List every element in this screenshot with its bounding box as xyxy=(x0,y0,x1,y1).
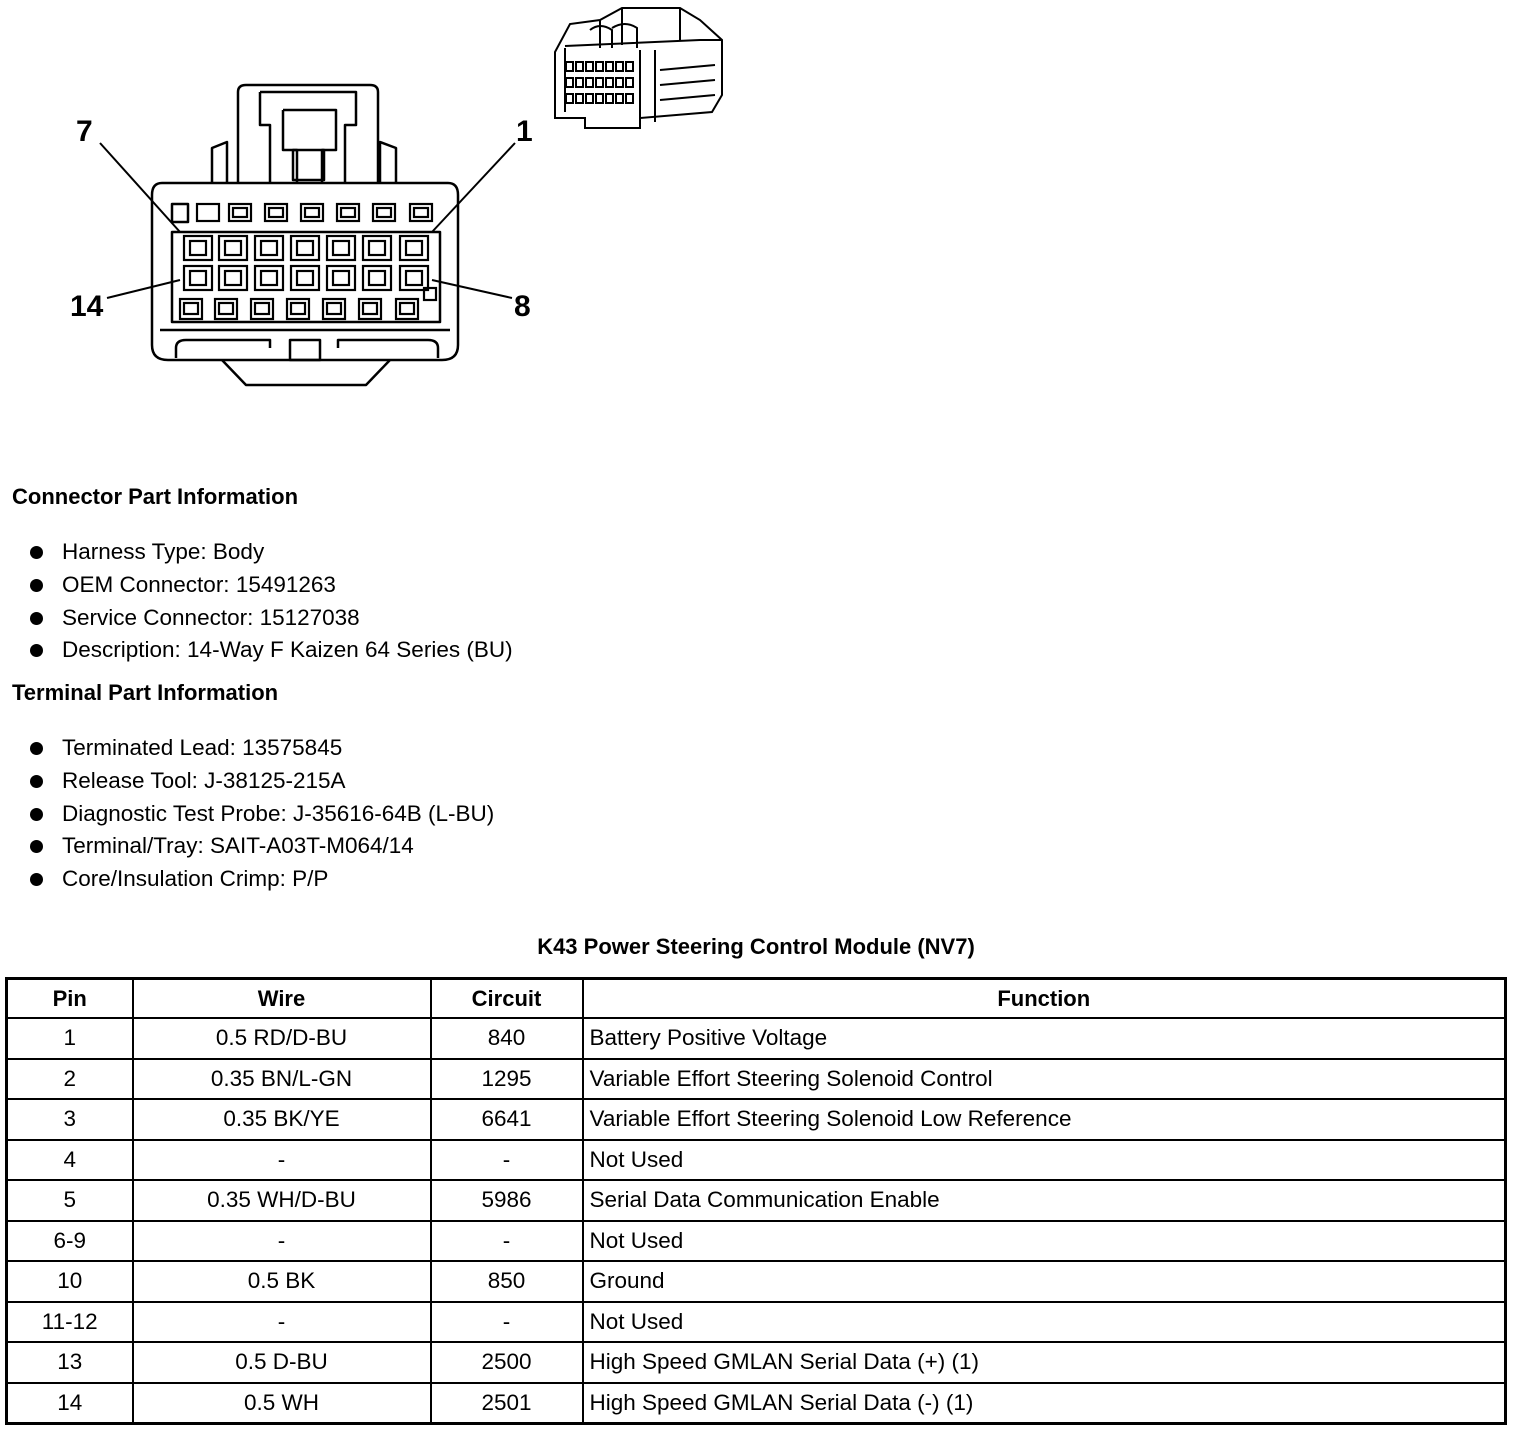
list-item xyxy=(30,634,513,667)
terminal-cavity xyxy=(327,266,355,290)
connector-info-list xyxy=(30,536,513,667)
circuit-cell: 2501 xyxy=(431,1383,583,1424)
terminal-cavity-inner xyxy=(369,241,385,255)
function-cell: Not Used xyxy=(583,1140,1506,1181)
table-row xyxy=(7,1302,1506,1343)
terminal-cavity-inner xyxy=(190,271,206,285)
table-row xyxy=(7,1099,1506,1140)
thumbnail-cavity xyxy=(586,78,593,87)
bullet-icon xyxy=(30,775,43,788)
circuit-cell: 2500 xyxy=(431,1342,583,1383)
terminal-cavity-inner xyxy=(261,241,277,255)
terminal-info-heading: Terminal Part Information xyxy=(12,680,279,705)
wire-cell: - xyxy=(133,1221,431,1262)
thumbnail-cavity xyxy=(596,94,603,103)
bottom-cavity-inner xyxy=(291,303,305,314)
terminal-cavity xyxy=(291,236,319,260)
table-row xyxy=(7,1261,1506,1302)
pin-cell: 5 xyxy=(7,1180,133,1221)
pin-cell: 10 xyxy=(7,1261,133,1302)
wire-cell: 0.35 BN/L-GN xyxy=(133,1059,431,1100)
terminal-cavity xyxy=(219,236,247,260)
thumbnail-cavity xyxy=(596,62,603,71)
pin-cell: 3 xyxy=(7,1099,133,1140)
list-item xyxy=(30,765,494,798)
terminal-cavity-inner xyxy=(369,271,385,285)
thumbnail-cavity xyxy=(616,62,623,71)
connector-diagram xyxy=(0,0,760,420)
list-item-text: Description: 14-Way F Kaizen 64 Series (BU) xyxy=(62,637,513,663)
thumbnail-cavity xyxy=(606,62,613,71)
terminal-cavity-inner xyxy=(225,241,241,255)
list-item xyxy=(30,863,494,896)
wire-column-header: Wire xyxy=(133,979,431,1019)
bottom-cavity-inner xyxy=(219,303,233,314)
bottom-cavity-inner xyxy=(327,303,341,314)
wire-cell: 0.5 RD/D-BU xyxy=(133,1018,431,1059)
wire-cell: 0.5 WH xyxy=(133,1383,431,1424)
circuit-cell: 850 xyxy=(431,1261,583,1302)
table-row xyxy=(7,1180,1506,1221)
circuit-cell: 1295 xyxy=(431,1059,583,1100)
function-cell: Not Used xyxy=(583,1302,1506,1343)
terminal-cavity xyxy=(327,236,355,260)
pin-cell: 1 xyxy=(7,1018,133,1059)
thumbnail-cavity xyxy=(576,62,583,71)
bullet-icon xyxy=(30,644,43,657)
thumbnail-cavity xyxy=(626,62,633,71)
bottom-cavity-inner xyxy=(255,303,269,314)
list-item-text: Diagnostic Test Probe: J-35616-64B (L-BU) xyxy=(62,800,495,826)
top-cavity xyxy=(197,204,219,221)
function-cell: High Speed GMLAN Serial Data (+) (1) xyxy=(583,1342,1506,1383)
wire-cell: 0.35 BK/YE xyxy=(133,1099,431,1140)
list-item-text: OEM Connector: 15491263 xyxy=(62,571,336,597)
table-row xyxy=(7,1383,1506,1424)
pin-table xyxy=(5,977,1507,1425)
terminal-cavity xyxy=(291,266,319,290)
terminal-cavity-inner xyxy=(406,271,422,285)
terminal-info-list xyxy=(30,732,494,896)
wire-cell: 0.5 BK xyxy=(133,1261,431,1302)
list-item xyxy=(30,602,513,635)
pin-column-header: Pin xyxy=(7,979,133,1019)
pin-cell: 14 xyxy=(7,1383,133,1424)
pin-table-header-row xyxy=(7,979,1506,1019)
thumbnail-cavity xyxy=(626,78,633,87)
thumbnail-cavity xyxy=(626,94,633,103)
list-item xyxy=(30,732,494,765)
circuit-cell: 5986 xyxy=(431,1180,583,1221)
table-row xyxy=(7,1342,1506,1383)
thumbnail-cavity xyxy=(616,94,623,103)
top-cavity-inner xyxy=(305,208,319,217)
thumbnail-cavity xyxy=(566,94,573,103)
terminal-cavity-inner xyxy=(406,241,422,255)
connector-3d-thumbnail xyxy=(555,8,722,128)
pin-cell: 13 xyxy=(7,1342,133,1383)
bullet-icon xyxy=(30,579,43,592)
terminal-cavity xyxy=(400,236,428,260)
thumbnail-cavity xyxy=(606,94,613,103)
terminal-cavity-inner xyxy=(225,271,241,285)
list-item-text: Core/Insulation Crimp: P/P xyxy=(62,866,329,892)
bullet-icon xyxy=(30,873,43,886)
thumbnail-cavity xyxy=(576,78,583,87)
table-row xyxy=(7,1018,1506,1059)
bottom-cavity-inner xyxy=(363,303,377,314)
terminal-cavity-inner xyxy=(261,271,277,285)
terminal-cavity xyxy=(184,266,212,290)
bullet-icon xyxy=(30,840,43,853)
terminal-cavity xyxy=(219,266,247,290)
table-row xyxy=(7,1221,1506,1262)
wire-cell: - xyxy=(133,1302,431,1343)
circuit-cell: - xyxy=(431,1302,583,1343)
connector-info-heading: Connector Part Information xyxy=(12,484,299,509)
bullet-icon xyxy=(30,546,43,559)
terminal-cavity-inner xyxy=(297,241,313,255)
thumbnail-cavity xyxy=(566,78,573,87)
list-item xyxy=(30,536,513,569)
list-item xyxy=(30,830,494,863)
terminal-cavity-inner xyxy=(333,241,349,255)
list-item xyxy=(30,798,494,831)
wire-cell: 0.35 WH/D-BU xyxy=(133,1180,431,1221)
terminal-cavity xyxy=(363,266,391,290)
circuit-cell: 6641 xyxy=(431,1099,583,1140)
list-item-text: Service Connector: 15127038 xyxy=(62,604,360,630)
pin-cell: 4 xyxy=(7,1140,133,1181)
function-cell: Variable Effort Steering Solenoid Low Reference xyxy=(583,1099,1506,1140)
top-cavity-inner xyxy=(414,208,428,217)
function-cell: Battery Positive Voltage xyxy=(583,1018,1506,1059)
circuit-column-header: Circuit xyxy=(431,979,583,1019)
terminal-cavity xyxy=(184,236,212,260)
pin-label-7: 7 xyxy=(76,115,93,148)
terminal-cavity xyxy=(255,266,283,290)
function-cell: High Speed GMLAN Serial Data (-) (1) xyxy=(583,1383,1506,1424)
wire-cell: 0.5 D-BU xyxy=(133,1342,431,1383)
circuit-cell: 840 xyxy=(431,1018,583,1059)
function-cell: Serial Data Communication Enable xyxy=(583,1180,1506,1221)
table-row xyxy=(7,1140,1506,1181)
thumbnail-cavity xyxy=(616,78,623,87)
pin-cell: 11-12 xyxy=(7,1302,133,1343)
list-item-text: Release Tool: J-38125-215A xyxy=(62,767,346,793)
list-item-text: Terminated Lead: 13575845 xyxy=(62,735,343,760)
table-row xyxy=(7,1059,1506,1100)
pin-cell: 2 xyxy=(7,1059,133,1100)
thumbnail-cavity xyxy=(586,94,593,103)
terminal-cavity-inner xyxy=(190,241,206,255)
terminal-cavity xyxy=(363,236,391,260)
wire-cell: - xyxy=(133,1140,431,1181)
function-cell: Variable Effort Steering Solenoid Control xyxy=(583,1059,1506,1100)
list-item xyxy=(30,569,513,602)
pin-cell: 6-9 xyxy=(7,1221,133,1262)
function-cell: Not Used xyxy=(583,1221,1506,1262)
thumbnail-cavity xyxy=(606,78,613,87)
top-cavity-inner xyxy=(269,208,283,217)
bottom-cavity-inner xyxy=(400,303,414,314)
terminal-cavity xyxy=(400,266,428,290)
bullet-icon xyxy=(30,742,43,755)
top-cavity-inner xyxy=(233,208,247,217)
function-cell: Ground xyxy=(583,1261,1506,1302)
circuit-cell: - xyxy=(431,1221,583,1262)
function-column-header: Function xyxy=(583,979,1506,1019)
thumbnail-cavity xyxy=(586,62,593,71)
terminal-cavity-inner xyxy=(297,271,313,285)
bullet-icon xyxy=(30,612,43,625)
thumbnail-cavity xyxy=(576,94,583,103)
terminal-cavity xyxy=(255,236,283,260)
bullet-icon xyxy=(30,808,43,821)
terminal-cavity-inner xyxy=(333,271,349,285)
bottom-cavity-inner xyxy=(184,303,198,314)
pin-table-title: K43 Power Steering Control Module (NV7) xyxy=(537,934,975,959)
thumbnail-cavity xyxy=(596,78,603,87)
top-cavity-inner xyxy=(341,208,355,217)
list-item-text: Harness Type: Body xyxy=(62,539,265,564)
pin-label-14: 14 xyxy=(70,290,104,323)
pin-label-8: 8 xyxy=(514,290,531,323)
circuit-cell: - xyxy=(431,1140,583,1181)
thumbnail-cavity xyxy=(566,62,573,71)
list-item-text: Terminal/Tray: SAIT-A03T-M064/14 xyxy=(62,833,414,859)
top-cavity-inner xyxy=(377,208,391,217)
pin-label-1: 1 xyxy=(516,115,533,148)
